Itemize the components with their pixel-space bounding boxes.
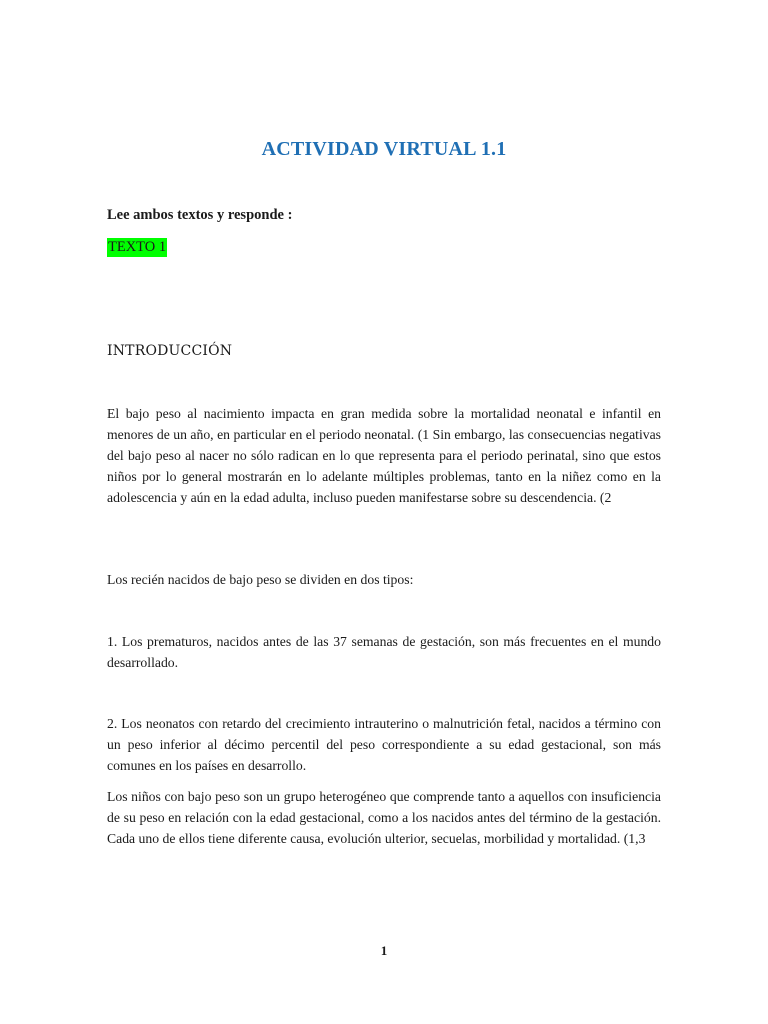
page-number: 1 — [380, 943, 388, 958]
section-heading: INTRODUCCIÓN — [107, 343, 233, 359]
document-title: ACTIVIDAD VIRTUAL 1.1 — [261, 138, 507, 160]
paragraph: 1. Los prematuros, nacidos antes de las 37 semanas de gestación, son más frecuentes en el mundo desarrollado. — [107, 634, 661, 670]
paragraph: Los recién nacidos de bajo peso se dividen en dos tipos: — [107, 572, 414, 587]
paragraph: Los niños con bajo peso son un grupo heterogéneo que comprende tanto a aquellos con insuficiencia de su peso en relación con la edad gestacional, como a los nacidos antes del término de la gestación. Cada uno de ellos tiene diferente causa, evolución ulterior, secuelas, morbilidad y mortalidad. (1,3 — [107, 789, 661, 846]
paragraph: 2. Los neonatos con retardo del crecimiento intrauterino o malnutrición fetal, nacidos a término con un peso inferior al décimo percentil del peso correspondiente a su edad gestacional, son más comunes en los países en desarrollo. — [107, 716, 661, 773]
highlighted-label: TEXTO 1 — [108, 239, 167, 255]
paragraph: El bajo peso al nacimiento impacta en gran medida sobre la mortalidad neonatal e infantil en menores de un año, en particular en el periodo neonatal. (1 Sin embargo, las consecuencias negativas del bajo peso al nacer no sólo radican en lo que representa para el periodo perinatal, sino que estos niños por lo general mostrarán en lo adelante múltiples problemas, tanto en la niñez como en la adolescencia y aún en la edad adulta, incluso pueden manifestarse sobre su descendencia. (2 — [107, 406, 661, 505]
instruction-text: Lee ambos textos y responde : — [107, 207, 293, 223]
